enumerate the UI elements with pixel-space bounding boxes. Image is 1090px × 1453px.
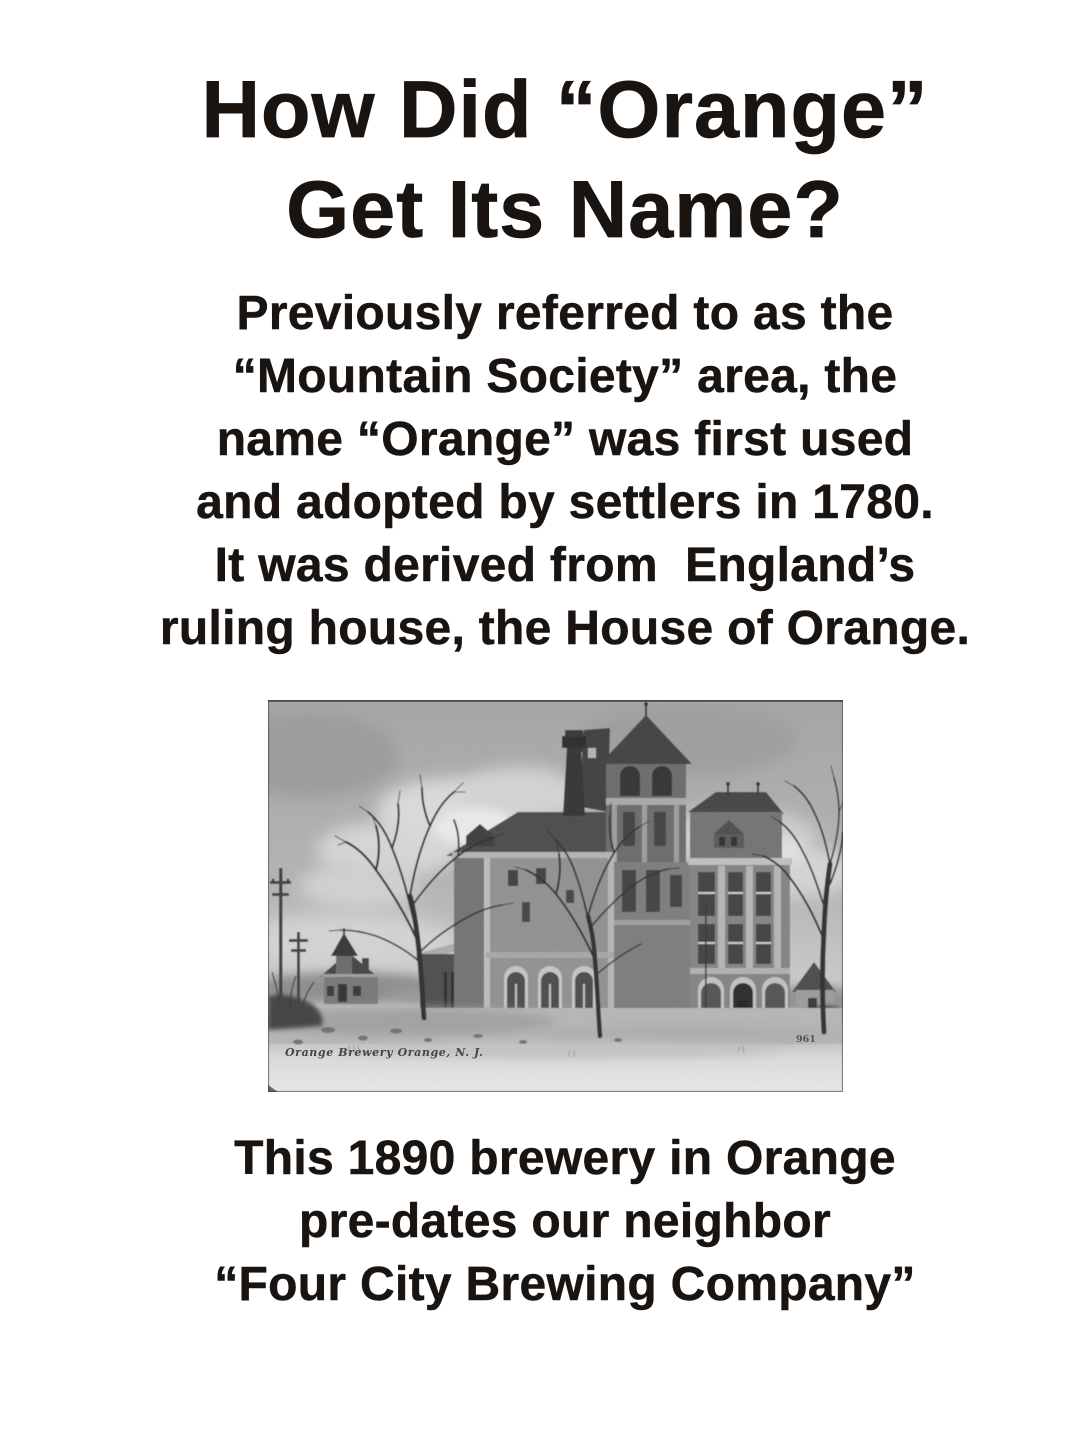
intro-paragraph [40, 282, 1090, 660]
caption-line: This 1890 brewery in Orange [234, 1132, 896, 1185]
caption-line: pre-dates our neighbor [299, 1195, 831, 1248]
intro-line: It was derived from England’s [214, 539, 916, 592]
photo-overlay-caption: Orange Brewery Orange, N. J. [284, 1046, 483, 1059]
intro-line: “Mountain Society” area, the [232, 350, 898, 403]
photo-overlay-number: 961 [795, 1034, 816, 1045]
intro-line: Previously referred to as the [236, 287, 894, 340]
title-line-2: Get Its Name? [286, 165, 844, 255]
photo-caption [40, 1127, 1090, 1316]
photo-border-top [268, 700, 843, 702]
photo-grain [268, 700, 843, 1092]
brewery-photo [268, 700, 843, 1092]
page-title [40, 0, 1090, 260]
intro-line: and adopted by settlers in 1780. [196, 476, 934, 529]
title-line-1: How Did “Orange” [201, 65, 929, 155]
intro-line: name “Orange” was first used [216, 413, 914, 466]
intro-line: ruling house, the House of Orange. [159, 602, 971, 655]
brewery-photo-figure [0, 700, 1090, 1092]
caption-line: “Four City Brewing Company” [214, 1258, 916, 1311]
